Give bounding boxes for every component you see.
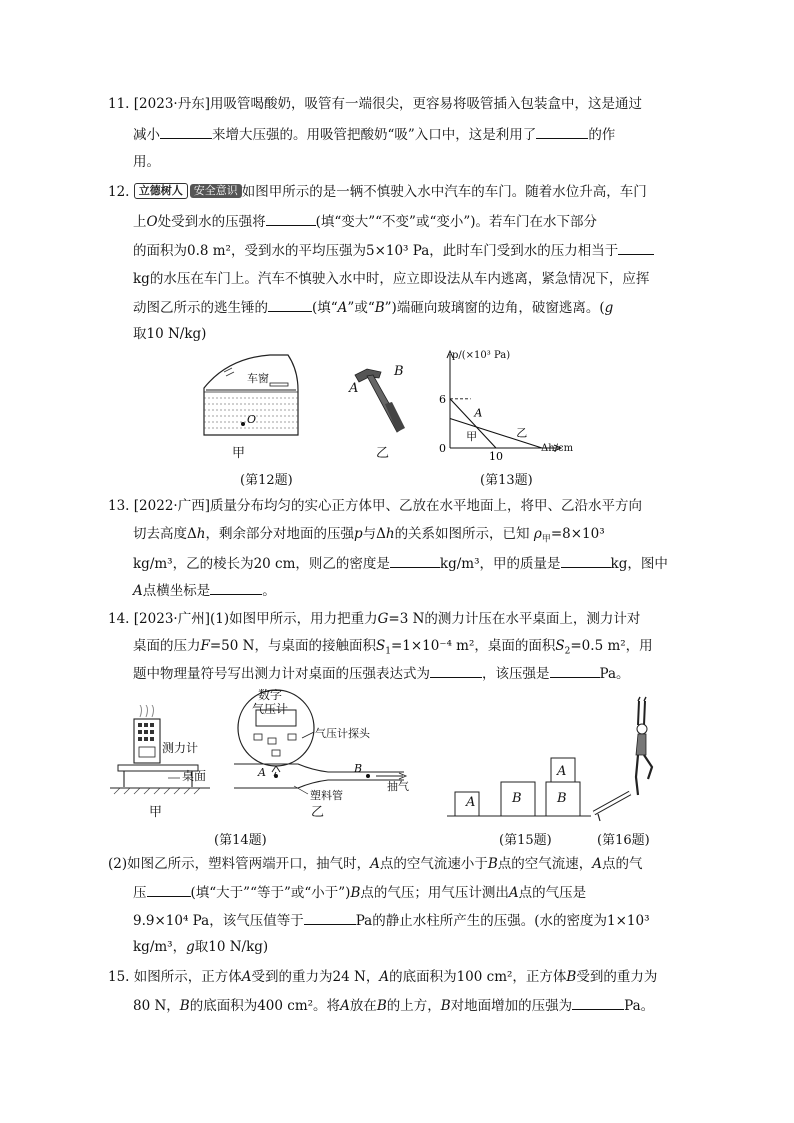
subfig-label-yi: 乙 — [376, 446, 390, 461]
label-block-a-stacked: A — [557, 764, 567, 779]
car-door-figure — [200, 350, 300, 470]
answer-blank[interactable] — [572, 995, 624, 1010]
answer-blank[interactable] — [147, 882, 191, 897]
point-a-label: A — [474, 406, 483, 420]
q14-line2: 桌面的压力F=50 N，与桌面的接触面积$S_1=1\times 10^{-4}$ m²，桌面的面积$S_2=0.5$ m²，用 — [133, 638, 653, 657]
q12-line1: 12. 立德树人 安全意识 如图甲所示的是一辆不慎驶入水中汽车的车门。随着水位升高，车门 — [108, 184, 647, 200]
series-jia-label: 甲 — [466, 429, 478, 443]
question-number: 12. — [108, 184, 130, 200]
q12-line2: 上O处受到水的压强将 (填“变大”“不变”或“变小”)。若车门在水下部分 — [133, 211, 597, 232]
answer-blank[interactable] — [618, 240, 654, 255]
label-point-b: B — [354, 762, 363, 775]
q12-line3: 的面积为0.8 m²，受到水的平均压强为5×10³ Pa，此时车门受到水的压力相当于 — [133, 240, 654, 261]
figure-caption: (第16题) — [597, 833, 650, 848]
answer-blank[interactable] — [390, 553, 440, 568]
figure-caption: (第13题) — [480, 473, 533, 488]
answer-blank[interactable] — [210, 580, 262, 595]
label-table: 桌面 — [182, 769, 207, 783]
q12-line5: 动图乙所示的逃生锤的 (填“A”或“B”)端砸向玻璃窗的边角，破窗逃离。(g — [133, 297, 613, 318]
subfig-label-jia: 甲 — [232, 446, 246, 461]
answer-blank[interactable] — [304, 910, 356, 925]
q11-line2: 减小 来增大压强的。用吸管把酸奶“吸”入口中，这是利用了 的作 — [133, 124, 615, 145]
source-tag: [2023·广州] — [133, 611, 210, 627]
label-hammer-a: A — [349, 381, 359, 396]
q11-line3: 用。 — [133, 154, 160, 170]
label-pump: 抽气 — [387, 780, 409, 793]
figure-caption: (第15题) — [499, 833, 552, 848]
answer-blank[interactable] — [160, 124, 212, 139]
badge-lideshuren: 立德树人 — [134, 183, 188, 199]
question-number: 11. — [108, 96, 130, 112]
q13-line4: A点横坐标是 。 — [133, 580, 276, 601]
diver-figure — [592, 695, 672, 825]
answer-blank[interactable] — [268, 297, 312, 312]
answer-blank[interactable] — [550, 663, 600, 678]
q15-line2: 80 N，B的底面积为400 cm²。将A放在B的上方，B对地面增加的压强为 Pa。 — [133, 995, 654, 1016]
source-tag: [2023·丹东] — [133, 96, 210, 112]
x-tick-label: 10 — [489, 450, 503, 463]
series-yi-line — [450, 418, 542, 448]
question-number: 15. — [108, 969, 130, 985]
label-hammer-b: B — [394, 364, 404, 379]
q14-line3: 题中物理量符号写出测力计对桌面的压强表达式为 ，该压强是 Pa。 — [133, 663, 630, 684]
q14-part2-line3: 9.9×10⁴ Pa，该气压值等于 Pa的静止水柱所产生的压强。(水的密度为1×10³ — [133, 910, 650, 931]
subfig-label-jia: 甲 — [149, 805, 163, 820]
q13-line1: 13. [2022·广西]质量分布均匀的实心正方体甲、乙放在水平地面上，将甲、乙沿水平方向 — [108, 498, 642, 514]
q13-line2: 切去高度Δh，剩余部分对地面的压强p与Δh的关系如图所示，已知 $\rho_甲=8\times 10^3$ — [133, 526, 605, 545]
q11-line1: 11. [2023·丹东]用吸管喝酸奶，吸管有一端很尖，更容易将吸管插入包装盒中，这是通过 — [108, 96, 642, 112]
label-block-a-alone: A — [466, 795, 476, 810]
label-point-o: O — [247, 413, 257, 426]
label-point-a: A — [258, 766, 266, 779]
figure-caption: (第12题) — [240, 473, 293, 488]
label-block-b-alone: B — [512, 791, 522, 806]
answer-blank[interactable] — [430, 663, 482, 678]
q12-line4: kg的水压在车门上。汽车不慎驶入水中时，应立即设法从车内逃离，紧急情况下，应挥 — [133, 271, 650, 287]
figure-caption: (第14题) — [214, 833, 267, 848]
subfig-label-yi: 乙 — [311, 805, 325, 820]
answer-blank[interactable] — [536, 124, 588, 139]
y-tick-label: 6 — [439, 392, 446, 406]
q13-line3: kg/m³，乙的棱长为20 cm，则乙的密度是 kg/m³，甲的质量是 kg，图中 — [133, 553, 668, 574]
label-block-b-stacked: B — [557, 791, 567, 806]
series-yi-label: 乙 — [516, 426, 528, 440]
source-tag: [2022·广西] — [133, 498, 210, 514]
x-axis-label: Δh/cm — [541, 443, 574, 454]
y-axis-label: p/(×10³ Pa) — [452, 350, 511, 361]
label-force-meter: 测力计 — [162, 741, 199, 755]
q12-line6: 取10 N/kg) — [133, 326, 207, 342]
label-gauge-line1: 数字 — [258, 688, 283, 702]
question-number: 14. — [108, 611, 130, 627]
q15-line1: 15. 如图所示，正方体A受到的重力为24 N，A的底面积为100 cm²，正方体B受到的重力为 — [108, 969, 658, 985]
label-tube: 塑料管 — [310, 789, 343, 802]
q14-part2-line2: 压 (填“大于”“等于”或“小于”)B点的气压；用气压计测出A点的气压是 — [133, 882, 586, 903]
label-window: 车窗 — [247, 372, 269, 385]
badge-safety: 安全意识 — [190, 184, 242, 198]
escape-hammer-figure — [345, 360, 415, 440]
label-probe: 气压计探头 — [315, 727, 370, 740]
q14-part2-line1: (2)如图乙所示，塑料管两端开口，抽气时，A点的空气流速小于B点的空气流速，A点的气 — [108, 856, 643, 872]
question-number: 13. — [108, 498, 130, 514]
q14-line1: 14. [2023·广州](1)如图甲所示，用力把重力G=3 N的测力计压在水平桌面上，测力计对 — [108, 611, 641, 627]
answer-blank[interactable] — [266, 211, 316, 226]
blocks-figure — [445, 752, 595, 822]
q14-part2-line4: kg/m³，g取10 N/kg) — [133, 939, 269, 955]
origin-label: 0 — [439, 442, 446, 455]
label-gauge-line2: 气压计 — [252, 702, 289, 716]
answer-blank[interactable] — [561, 553, 611, 568]
